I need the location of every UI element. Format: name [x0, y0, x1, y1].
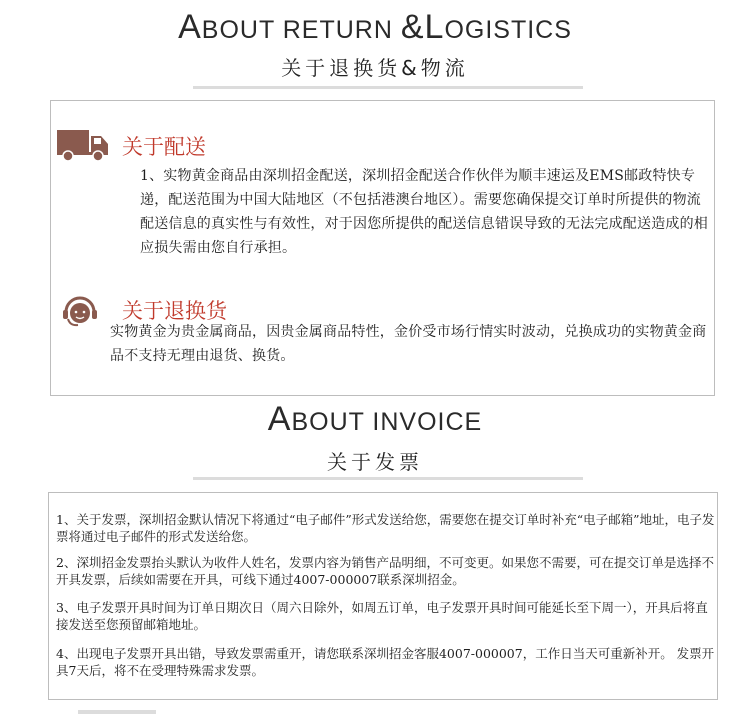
bottom-divider	[78, 710, 156, 714]
invoice-title-en	[0, 400, 750, 439]
title-divider	[193, 86, 583, 89]
title-letter: A	[178, 8, 202, 46]
logistics-title-cn: 关于退换货&物流	[281, 56, 469, 80]
logistics-title-en	[0, 8, 750, 47]
title-letter: A	[267, 400, 292, 438]
invoice-item: 2、深圳招金发票抬头默认为收件人姓名，发票内容为销售产品明细，不可变更。如果您不需要，可在提交订单是选择不开具发票，后续如需要在开具，可线下通过4007-000007联系深圳招金。	[56, 555, 714, 587]
returns-title: 关于退换货	[122, 299, 227, 323]
title-text: OGISTICS	[444, 16, 572, 44]
title-letter: &L	[400, 8, 445, 46]
invoice-title-cn: 关于发票	[327, 450, 423, 474]
delivery-text: 1、实物黄金商品由深圳招金配送，深圳招金配送合作伙伴为顺丰速运及EMS邮政特快专递，配送范围为中国大陆地区（不包括港澳台地区）。需要您确保提交订单时所提供的物流配送信息的真实性与有效性，对于因您所提供的配送信息错误导致的无法完成配送造成的相应损失需由您自行承担。	[140, 168, 708, 256]
title-text: BOUT INVOICE	[291, 408, 483, 436]
delivery-title: 关于配送	[122, 135, 206, 159]
invoice-item: 1、关于发票，深圳招金默认情况下将通过“电子邮件”形式发送给您，需要您在提交订单时补充“电子邮箱”地址，电子发票将通过电子邮件的形式发送给您。	[56, 512, 715, 544]
invoice-item: 3、电子发票开具时间为订单日期次日（周六日除外，如周五订单，电子发票开具时间可能延长至下周一），开具后将直接发送至您预留邮箱地址。	[56, 600, 708, 632]
returns-text: 实物黄金为贵金属商品，因贵金属商品特性，金价受市场行情实时波动，兑换成功的实物黄金商品不支持无理由退货、换货。	[110, 324, 707, 364]
logistics-box	[50, 100, 715, 396]
delivery-truck-icon	[56, 128, 110, 162]
title-divider	[193, 477, 583, 480]
title-text: BOUT RETURN	[201, 16, 401, 44]
invoice-item: 4、出现电子发票开具出错，导致发票需重开，请您联系深圳招金客服4007-000007，工作日当天可重新补开。 发票开具7天后，将不在受理特殊需求发票。	[56, 646, 715, 678]
customer-service-headset-icon	[60, 292, 100, 332]
